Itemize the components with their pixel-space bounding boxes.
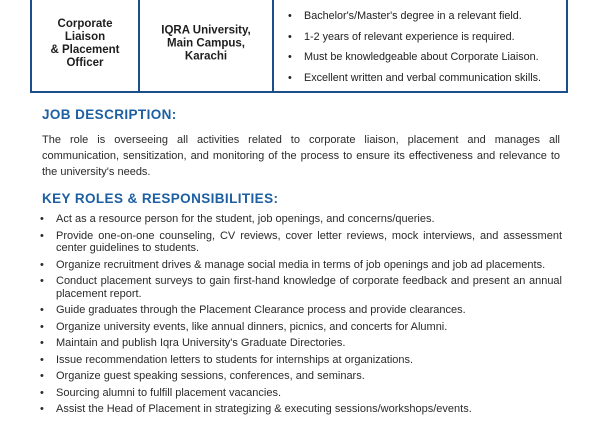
- responsibility-item: • Organize recruitment drives & manage social media in terms of job openings and job ad placements.: [40, 259, 562, 272]
- responsibility-item: • Conduct placement surveys to gain first-hand knowledge of corporate feedback and present an annual placement report.: [40, 275, 562, 300]
- responsibility-item: • Assist the Head of Placement in strategizing & executing sessions/workshops/events.: [40, 403, 562, 416]
- job-location: IQRA University, Main Campus, Karachi: [161, 24, 251, 62]
- position-cell: [32, 0, 140, 91]
- job-description-text: The role is overseeing all activities related to corporate liaison, placement and manages all communication, sensitization, and monitoring of the process to ensure its effectiveness and relevance to the university's needs.: [42, 134, 560, 178]
- responsibility-item: • Organize university events, like annual dinners, picnics, and concerts for Alumni.: [40, 321, 562, 334]
- responsibilities-heading: KEY ROLES & RESPONSIBILITIES:: [42, 191, 279, 206]
- job-description-heading: JOB DESCRIPTION:: [42, 107, 177, 122]
- job-details-table: [30, 0, 568, 93]
- location-cell: [140, 0, 274, 91]
- responsibility-item: • Act as a resource person for the student, job openings, and concerns/queries.: [40, 213, 562, 226]
- responsibility-item: • Guide graduates through the Placement Clearance process and provide clearances.: [40, 304, 562, 317]
- requirements-list: [288, 6, 541, 88]
- requirement-item: • Excellent written and verbal communication skills.: [288, 68, 541, 89]
- position-title: Corporate Liaison & Placement Officer: [50, 17, 120, 69]
- responsibility-item: • Provide one-on-one counseling, CV reviews, cover letter reviews, mock interviews, and assessment center guidelines to students.: [40, 230, 562, 255]
- requirement-item: • Bachelor's/Master's degree in a relevant field.: [288, 6, 541, 27]
- responsibility-item: • Sourcing alumni to fulfill placement vacancies.: [40, 387, 562, 400]
- responsibilities-list: [40, 213, 562, 420]
- responsibility-item: • Maintain and publish Iqra University's Graduate Directories.: [40, 337, 562, 350]
- requirement-item: • 1-2 years of relevant experience is required.: [288, 27, 541, 48]
- responsibility-item: • Organize guest speaking sessions, conferences, and seminars.: [40, 370, 562, 383]
- requirements-cell: [274, 0, 566, 91]
- requirement-item: • Must be knowledgeable about Corporate Liaison.: [288, 47, 541, 68]
- responsibility-item: • Issue recommendation letters to students for internships at organizations.: [40, 354, 562, 367]
